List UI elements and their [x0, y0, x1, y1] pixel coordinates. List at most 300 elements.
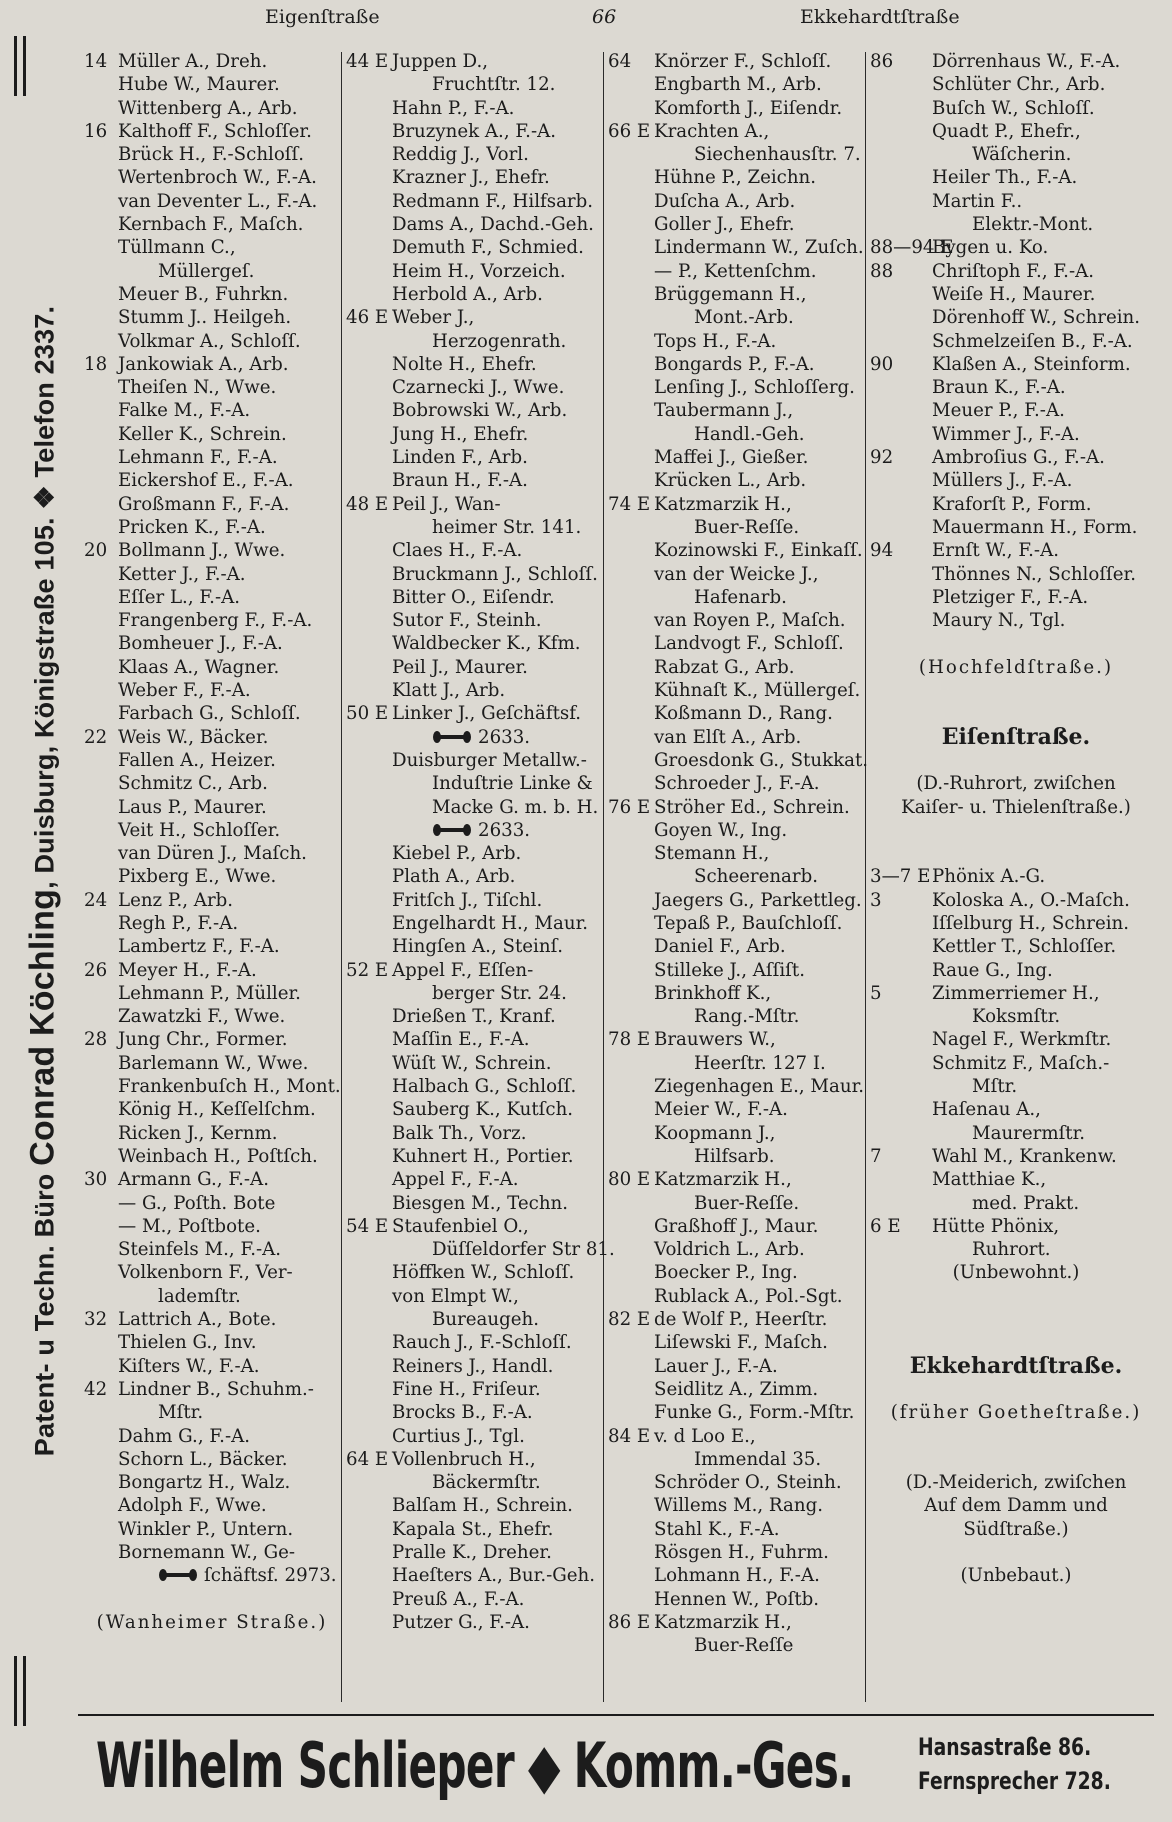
listing-line: [346, 73, 604, 96]
resident-entry: Kuhnert H., Portier.: [392, 1145, 574, 1167]
resident-entry: Heim H., Vorzeich.: [392, 260, 566, 282]
listing-line: [346, 236, 604, 259]
resident-entry: Bygen u. Ko.: [932, 237, 1049, 259]
resident-entry: Wittenberg A., Arb.: [118, 97, 298, 119]
listing-line: [84, 1075, 340, 1098]
listing-line: [608, 1005, 866, 1028]
listing-line: [346, 1378, 604, 1401]
listing-column-1: [84, 50, 340, 1634]
resident-entry: Willems M., Rang.: [654, 1495, 824, 1517]
page-number: 66: [592, 6, 617, 28]
resident-entry: Balſam H., Schrein.: [392, 1495, 573, 1517]
resident-entry: Mſtr.: [972, 1076, 1018, 1098]
resident-entry: Demuth F., Schmied.: [392, 237, 584, 259]
house-number: 20: [84, 540, 108, 562]
listing-line: [84, 50, 340, 73]
resident-entry: Jankowiak A., Arb.: [118, 353, 289, 375]
resident-entry: Reddig J., Vorl.: [392, 144, 529, 166]
listing-line: [608, 469, 866, 492]
listing-line: [84, 190, 340, 213]
resident-entry: Stilleke J., Aſſiſt.: [654, 959, 806, 981]
resident-entry: lademſtr.: [158, 1285, 241, 1307]
house-number: 82 E: [608, 1309, 651, 1331]
listing-line: [346, 1494, 604, 1517]
resident-entry: Buſch W., Schloſſ.: [932, 97, 1095, 119]
resident-entry: Brüggemann H.,: [654, 283, 807, 305]
resident-entry: Barlemann W., Wwe.: [118, 1052, 309, 1074]
listing-line: [608, 1168, 866, 1191]
house-number: 46 E: [346, 307, 389, 329]
listing-line: [346, 399, 604, 422]
resident-entry: Regh P., F.-A.: [118, 912, 239, 934]
listing-line: [346, 516, 604, 539]
resident-entry: Bornemann W., Ge-: [118, 1542, 296, 1563]
listing-line: [870, 723, 1162, 750]
listing-line: [84, 772, 340, 795]
resident-entry: Kiſters W., F.-A.: [118, 1355, 260, 1377]
resident-entry: Braun H., F.-A.: [392, 470, 528, 492]
listing-line: [608, 1331, 866, 1354]
listing-line: [346, 1564, 604, 1587]
resident-entry: Fruchtſtr. 12.: [432, 74, 556, 96]
resident-entry: (Hochfeldſtraße.): [918, 656, 1114, 678]
listing-line: [346, 376, 604, 399]
listing-line: [608, 842, 866, 865]
resident-entry: Mſtr.: [158, 1402, 204, 1424]
resident-entry: Goyen W., Ing.: [654, 819, 788, 841]
resident-entry: Sutor F., Steinh.: [392, 610, 542, 632]
resident-entry: Stumm J.. Heilgeh.: [118, 307, 292, 329]
resident-entry: Heerſtr. 127 I.: [694, 1052, 826, 1074]
listing-line: [870, 1122, 1162, 1145]
sidebar-advertisement: [14, 36, 72, 1726]
resident-entry: Lohmann H., F.-A.: [654, 1565, 820, 1587]
resident-entry: Appel F., Eſſen-: [392, 959, 534, 981]
listing-line: [346, 632, 604, 655]
resident-entry: Auf dem Damm und: [924, 1495, 1108, 1517]
resident-entry: Scheerenarb.: [694, 866, 819, 888]
resident-entry: Armann G., F.-A.: [118, 1169, 269, 1191]
listing-line: [346, 609, 604, 632]
listing-line: [84, 1122, 340, 1145]
listing-line: [84, 842, 340, 865]
resident-entry: (früher Goetheſtraße.): [890, 1402, 1142, 1424]
resident-entry: Duisburger Metallw.-: [392, 749, 587, 771]
listing-line: [870, 1075, 1162, 1098]
resident-entry: (D.-Meiderich, zwiſchen: [905, 1472, 1127, 1494]
listing-line: [346, 1075, 604, 1098]
listing-line: [346, 1541, 604, 1564]
resident-entry: ſchäftsf. 2973.: [204, 1565, 337, 1587]
resident-entry: Frangenberg F., F.-A.: [118, 610, 313, 632]
listing-line: [84, 306, 340, 329]
listing-line: [608, 1215, 866, 1238]
listing-line: [84, 1331, 340, 1354]
resident-entry: Koopmann J.,: [654, 1122, 776, 1144]
resident-entry: Lenſing J., Schloſſerg.: [654, 377, 855, 399]
house-number: 7: [870, 1145, 882, 1167]
resident-entry: (Wanheimer Straße.): [96, 1611, 328, 1633]
listing-line: [346, 190, 604, 213]
resident-entry: Rauch J., F.-Schloſſ.: [392, 1332, 572, 1354]
listing-line: [346, 1518, 604, 1541]
listing-line: [346, 50, 604, 73]
resident-entry: Chriſtoph F., F.-A.: [932, 260, 1095, 282]
listing-line: [346, 1611, 604, 1634]
listing-line: [346, 726, 604, 749]
listing-line: [608, 1355, 866, 1378]
house-number: 76 E: [608, 796, 651, 818]
resident-entry: Wimmer J., F.-A.: [932, 423, 1080, 445]
listing-line: [346, 446, 604, 469]
resident-entry: Waldbecker K., Kfm.: [392, 633, 581, 655]
listing-line: [608, 260, 866, 283]
listing-line: [84, 1238, 340, 1261]
listing-line: [608, 1634, 866, 1657]
resident-entry: Phönix A.-G.: [932, 866, 1046, 888]
house-number: 3: [870, 889, 882, 911]
resident-entry: Ketter J., F.-A.: [118, 563, 246, 585]
listing-line: [870, 213, 1162, 236]
listing-line: [346, 1285, 604, 1308]
resident-entry: Bruckmann J., Schloſſ.: [392, 563, 598, 585]
resident-entry: (Unbebaut.): [960, 1565, 1072, 1587]
listing-line: [608, 772, 866, 795]
resident-entry: Koßmann D., Rang.: [654, 703, 833, 725]
resident-entry: Schröder O., Steinh.: [654, 1472, 842, 1494]
resident-entry: Kozinowski F., Einkaſſ.: [654, 540, 863, 562]
listing-line: [84, 702, 340, 725]
listing-line: [608, 912, 866, 935]
resident-entry: Tepaß P., Bauſchloſſ.: [654, 912, 843, 934]
listing-line: [870, 1331, 1162, 1354]
listing-line: [870, 1261, 1162, 1284]
listing-line: [346, 935, 604, 958]
listing-line: [84, 166, 340, 189]
resident-entry: Braun K., F.-A.: [932, 377, 1066, 399]
listing-line: [84, 1145, 340, 1168]
listing-line: [608, 1308, 866, 1331]
resident-entry: Herbold A., Arb.: [392, 283, 543, 305]
listing-line: [84, 1401, 340, 1424]
listing-line: [608, 726, 866, 749]
listing-line: [870, 749, 1162, 772]
resident-entry: Sauberg K., Kutſch.: [392, 1099, 574, 1121]
footer-street: Hansastraße 86.: [918, 1733, 1092, 1761]
resident-entry: Weber J.,: [392, 307, 475, 329]
listing-line: [608, 1285, 866, 1308]
resident-entry: van der Weicke J.,: [654, 563, 819, 585]
listing-line: [608, 306, 866, 329]
resident-entry: Kalthoff F., Schloſſer.: [118, 120, 312, 142]
resident-entry: Wäſcherin.: [972, 144, 1072, 166]
listing-line: [84, 749, 340, 772]
resident-entry: Eickershof E., F.-A.: [118, 470, 294, 492]
house-number: 24: [84, 889, 108, 911]
listing-line: [346, 889, 604, 912]
resident-entry: Klaas A., Wagner.: [118, 656, 280, 678]
listing-line: [346, 1448, 604, 1471]
resident-entry: Taubermann J.,: [654, 400, 794, 422]
resident-entry: Schmitz F., Maſch.-: [932, 1052, 1110, 1074]
resident-entry: Knörzer F., Schloſſ.: [654, 51, 832, 72]
house-number: 28: [84, 1029, 108, 1051]
resident-entry: Redmann F., Hilfsarb.: [392, 190, 594, 212]
resident-entry: Nagel F., Werkmſtr.: [932, 1029, 1112, 1051]
telephone-icon: [432, 730, 472, 744]
listing-line: [870, 1098, 1162, 1121]
listing-line: [346, 166, 604, 189]
resident-entry: Adolph F., Wwe.: [118, 1495, 267, 1517]
listing-line: [870, 1425, 1162, 1448]
listing-line: [84, 1494, 340, 1517]
listing-line: [84, 1192, 340, 1215]
resident-entry: Brocks B., F.-A.: [392, 1402, 533, 1424]
listing-line: [870, 1518, 1162, 1541]
listing-line: [608, 516, 866, 539]
listing-line: [608, 1564, 866, 1587]
resident-entry: Martin F..: [932, 190, 1023, 212]
listing-line: [84, 143, 340, 166]
listing-line: [346, 1308, 604, 1331]
house-number: 50 E: [346, 703, 389, 725]
resident-entry: Funke G., Form.-Mſtr.: [654, 1402, 855, 1424]
house-number: 30: [84, 1169, 108, 1191]
listing-line: [870, 1401, 1162, 1424]
listing-line: [608, 796, 866, 819]
resident-entry: 2633.: [478, 726, 531, 748]
listing-line: [608, 376, 866, 399]
resident-entry: Herzogenrath.: [432, 330, 567, 352]
house-number: 88: [870, 260, 894, 282]
resident-entry: Meuer P., F.-A.: [932, 400, 1065, 422]
listing-line: [346, 819, 604, 842]
resident-entry: Voldrich L., Arb.: [654, 1239, 805, 1261]
listing-line: [346, 1005, 604, 1028]
listing-line: [870, 50, 1162, 73]
house-number: 86 E: [608, 1611, 651, 1633]
resident-entry: Brück H., F.-Schloſſ.: [118, 144, 305, 166]
resident-entry: Hafenarb.: [694, 586, 787, 608]
resident-entry: med. Prakt.: [972, 1192, 1080, 1214]
listing-line: [870, 1168, 1162, 1191]
resident-entry: Theiſen N., Wwe.: [118, 377, 277, 399]
house-number: 32: [84, 1309, 108, 1331]
listing-line: [870, 702, 1162, 725]
resident-entry: 2633.: [478, 819, 531, 841]
listing-line: [84, 1261, 340, 1284]
resident-entry: Lenz P., Arb.: [118, 889, 234, 911]
resident-entry: Lattrich A., Bote.: [118, 1309, 277, 1331]
house-number: 54 E: [346, 1215, 389, 1237]
listing-line: [346, 1145, 604, 1168]
resident-entry: Maury N., Tgl.: [932, 610, 1066, 632]
resident-entry: Schlüter Chr., Arb.: [932, 74, 1106, 96]
listing-line: [870, 842, 1162, 865]
listing-line: [84, 609, 340, 632]
resident-entry: Haeſters A., Bur.-Geh.: [392, 1565, 596, 1587]
listing-line: [870, 1471, 1162, 1494]
running-head-right: Ekkehardtſtraße: [800, 6, 960, 28]
resident-entry: — G., Poſth. Bote: [118, 1192, 276, 1214]
resident-entry: Bäckermſtr.: [432, 1472, 541, 1494]
resident-entry: Ruhrort.: [972, 1239, 1051, 1261]
listing-line: [346, 1588, 604, 1611]
resident-entry: Seidlitz A., Zimm.: [654, 1378, 819, 1400]
listing-line: [870, 563, 1162, 586]
listing-line: [870, 982, 1162, 1005]
listing-line: [608, 1588, 866, 1611]
listing-line: [84, 353, 340, 376]
listing-line: [870, 586, 1162, 609]
listing-line: [346, 702, 604, 725]
listing-line: [608, 1448, 866, 1471]
listing-line: [870, 796, 1162, 819]
listing-line: [870, 399, 1162, 422]
resident-entry: Maurermſtr.: [972, 1122, 1086, 1144]
resident-entry: von Elmpt W.,: [392, 1285, 519, 1307]
listing-line: [346, 1122, 604, 1145]
listing-line: [608, 1052, 866, 1075]
listing-line: [870, 1448, 1162, 1471]
resident-entry: Ricken J., Kernm.: [118, 1122, 278, 1144]
listing-line: [608, 190, 866, 213]
resident-entry: Volkenborn F., Ver-: [118, 1262, 293, 1284]
listing-line: [84, 213, 340, 236]
listing-line: [608, 1541, 866, 1564]
listing-line: [84, 586, 340, 609]
resident-entry: Ambroſius G., F.-A.: [932, 447, 1105, 469]
resident-entry: Winkler P., Untern.: [118, 1518, 294, 1540]
listing-line: [608, 493, 866, 516]
resident-entry: Groesdonk G., Stukkat.: [654, 749, 869, 771]
resident-entry: Linker J., Geſchäftsf.: [392, 703, 582, 725]
listing-line: [346, 1052, 604, 1075]
house-number: 64: [608, 51, 632, 72]
resident-entry: Falke M., F.-A.: [118, 400, 251, 422]
resident-entry: Meuer B., Fuhrkn.: [118, 283, 289, 305]
resident-entry: Fine H., Friſeur.: [392, 1378, 541, 1400]
resident-entry: Müllers J., F.-A.: [932, 470, 1073, 492]
resident-entry: Landvogt F., Schloſſ.: [654, 633, 844, 655]
listing-line: [870, 609, 1162, 632]
resident-entry: (D.-Ruhrort, zwiſchen: [916, 773, 1116, 795]
listing-line: [608, 1518, 866, 1541]
listing-line: [608, 632, 866, 655]
listing-line: [346, 912, 604, 935]
resident-entry: Bongards P., F.-A.: [654, 353, 815, 375]
resident-entry: de Wolf P., Heerſtr.: [654, 1309, 828, 1331]
listing-line: [608, 1471, 866, 1494]
sidebar-ad-text: Patent- u Techn. Büro Conrad Köchling, Duisburg, Königstraße 105. ❖ Telefon 2337.: [23, 305, 62, 1457]
resident-entry: Engbarth M., Arb.: [654, 74, 822, 96]
listing-line: [608, 656, 866, 679]
listing-line: [346, 1401, 604, 1424]
house-number: 22: [84, 726, 108, 748]
listing-line: [346, 772, 604, 795]
listing-line: [346, 679, 604, 702]
resident-entry: Bomheuer J., F.-A.: [118, 633, 283, 655]
listing-line: [608, 749, 869, 772]
listing-line: [84, 446, 340, 469]
resident-entry: Peil J., Wan-: [392, 493, 501, 515]
resident-entry: Lindermann W., Zuſch.: [654, 237, 864, 259]
resident-entry: — P., Kettenſchm.: [654, 260, 817, 282]
resident-entry: Lehmann F., F.-A.: [118, 447, 278, 469]
listing-line: [346, 213, 604, 236]
listing-column-3: [608, 50, 869, 1657]
resident-entry: Höffken W., Schloſſ.: [392, 1262, 575, 1284]
resident-entry: Daniel F., Arb.: [654, 936, 786, 958]
listing-line: [346, 1471, 604, 1494]
listing-line: [608, 539, 866, 562]
resident-entry: Bongartz H., Walz.: [118, 1472, 291, 1494]
listing-line: [870, 1145, 1162, 1168]
resident-entry: Macke G. m. b. H.: [432, 796, 599, 818]
resident-entry: Katzmarzik H.,: [654, 1611, 792, 1633]
listing-line: [84, 726, 340, 749]
listing-line: [608, 1122, 866, 1145]
resident-entry: Claes H., F.-A.: [392, 540, 523, 562]
resident-entry: Keller K., Schrein.: [118, 423, 287, 445]
listing-line: [346, 283, 604, 306]
listing-line: [608, 1378, 866, 1401]
resident-entry: Großmann F., F.-A.: [118, 493, 290, 515]
listing-line: [84, 912, 340, 935]
resident-entry: Haſenau A.,: [932, 1099, 1041, 1121]
house-number: 88—94 E: [870, 237, 954, 259]
resident-entry: Volkmar A., Schloſſ.: [118, 330, 301, 352]
listing-line: [346, 539, 604, 562]
house-number: 42: [84, 1378, 108, 1400]
listing-line: [870, 539, 1162, 562]
resident-entry: Südſtraße.): [963, 1518, 1069, 1540]
resident-entry: Dahm G., F.-A.: [118, 1425, 251, 1447]
resident-entry: Thielen G., Inv.: [118, 1332, 257, 1354]
resident-entry: Bruzynek A., F.-A.: [392, 120, 557, 142]
resident-entry: Fallen A., Heizer.: [118, 749, 276, 771]
listing-line: [608, 1261, 866, 1284]
listing-line: [346, 1028, 604, 1051]
listing-line: [608, 1611, 866, 1634]
listing-line: [84, 1308, 340, 1331]
resident-entry: Quadt P., Ehefr.,: [932, 120, 1081, 142]
listing-line: [608, 679, 866, 702]
resident-entry: Goller J., Ehefr.: [654, 214, 795, 236]
house-number: 92: [870, 447, 894, 469]
listing-line: [84, 1168, 340, 1191]
listing-line: [346, 493, 604, 516]
listing-line: [84, 679, 340, 702]
resident-entry: Tüllmann C.,: [118, 237, 236, 259]
listing-line: [346, 1425, 604, 1448]
footer-phone: Fernsprecher 728.: [918, 1767, 1111, 1795]
listing-line: [608, 1145, 866, 1168]
resident-entry: Appel F., F.-A.: [392, 1169, 519, 1191]
listing-line: [608, 143, 866, 166]
resident-entry: Zimmerriemer H.,: [932, 982, 1100, 1004]
resident-entry: Kaiſer- u. Thielenſtraße.): [901, 796, 1131, 818]
resident-entry: heimer Str. 141.: [432, 516, 582, 538]
listing-line: [870, 260, 1162, 283]
house-number: 94: [870, 540, 894, 562]
listing-line: [870, 516, 1162, 539]
listing-line: [346, 469, 604, 492]
listing-line: [84, 1052, 340, 1075]
resident-entry: Schroeder J., F.-A.: [654, 773, 820, 795]
listing-line: [84, 632, 340, 655]
listing-line: [346, 563, 604, 586]
